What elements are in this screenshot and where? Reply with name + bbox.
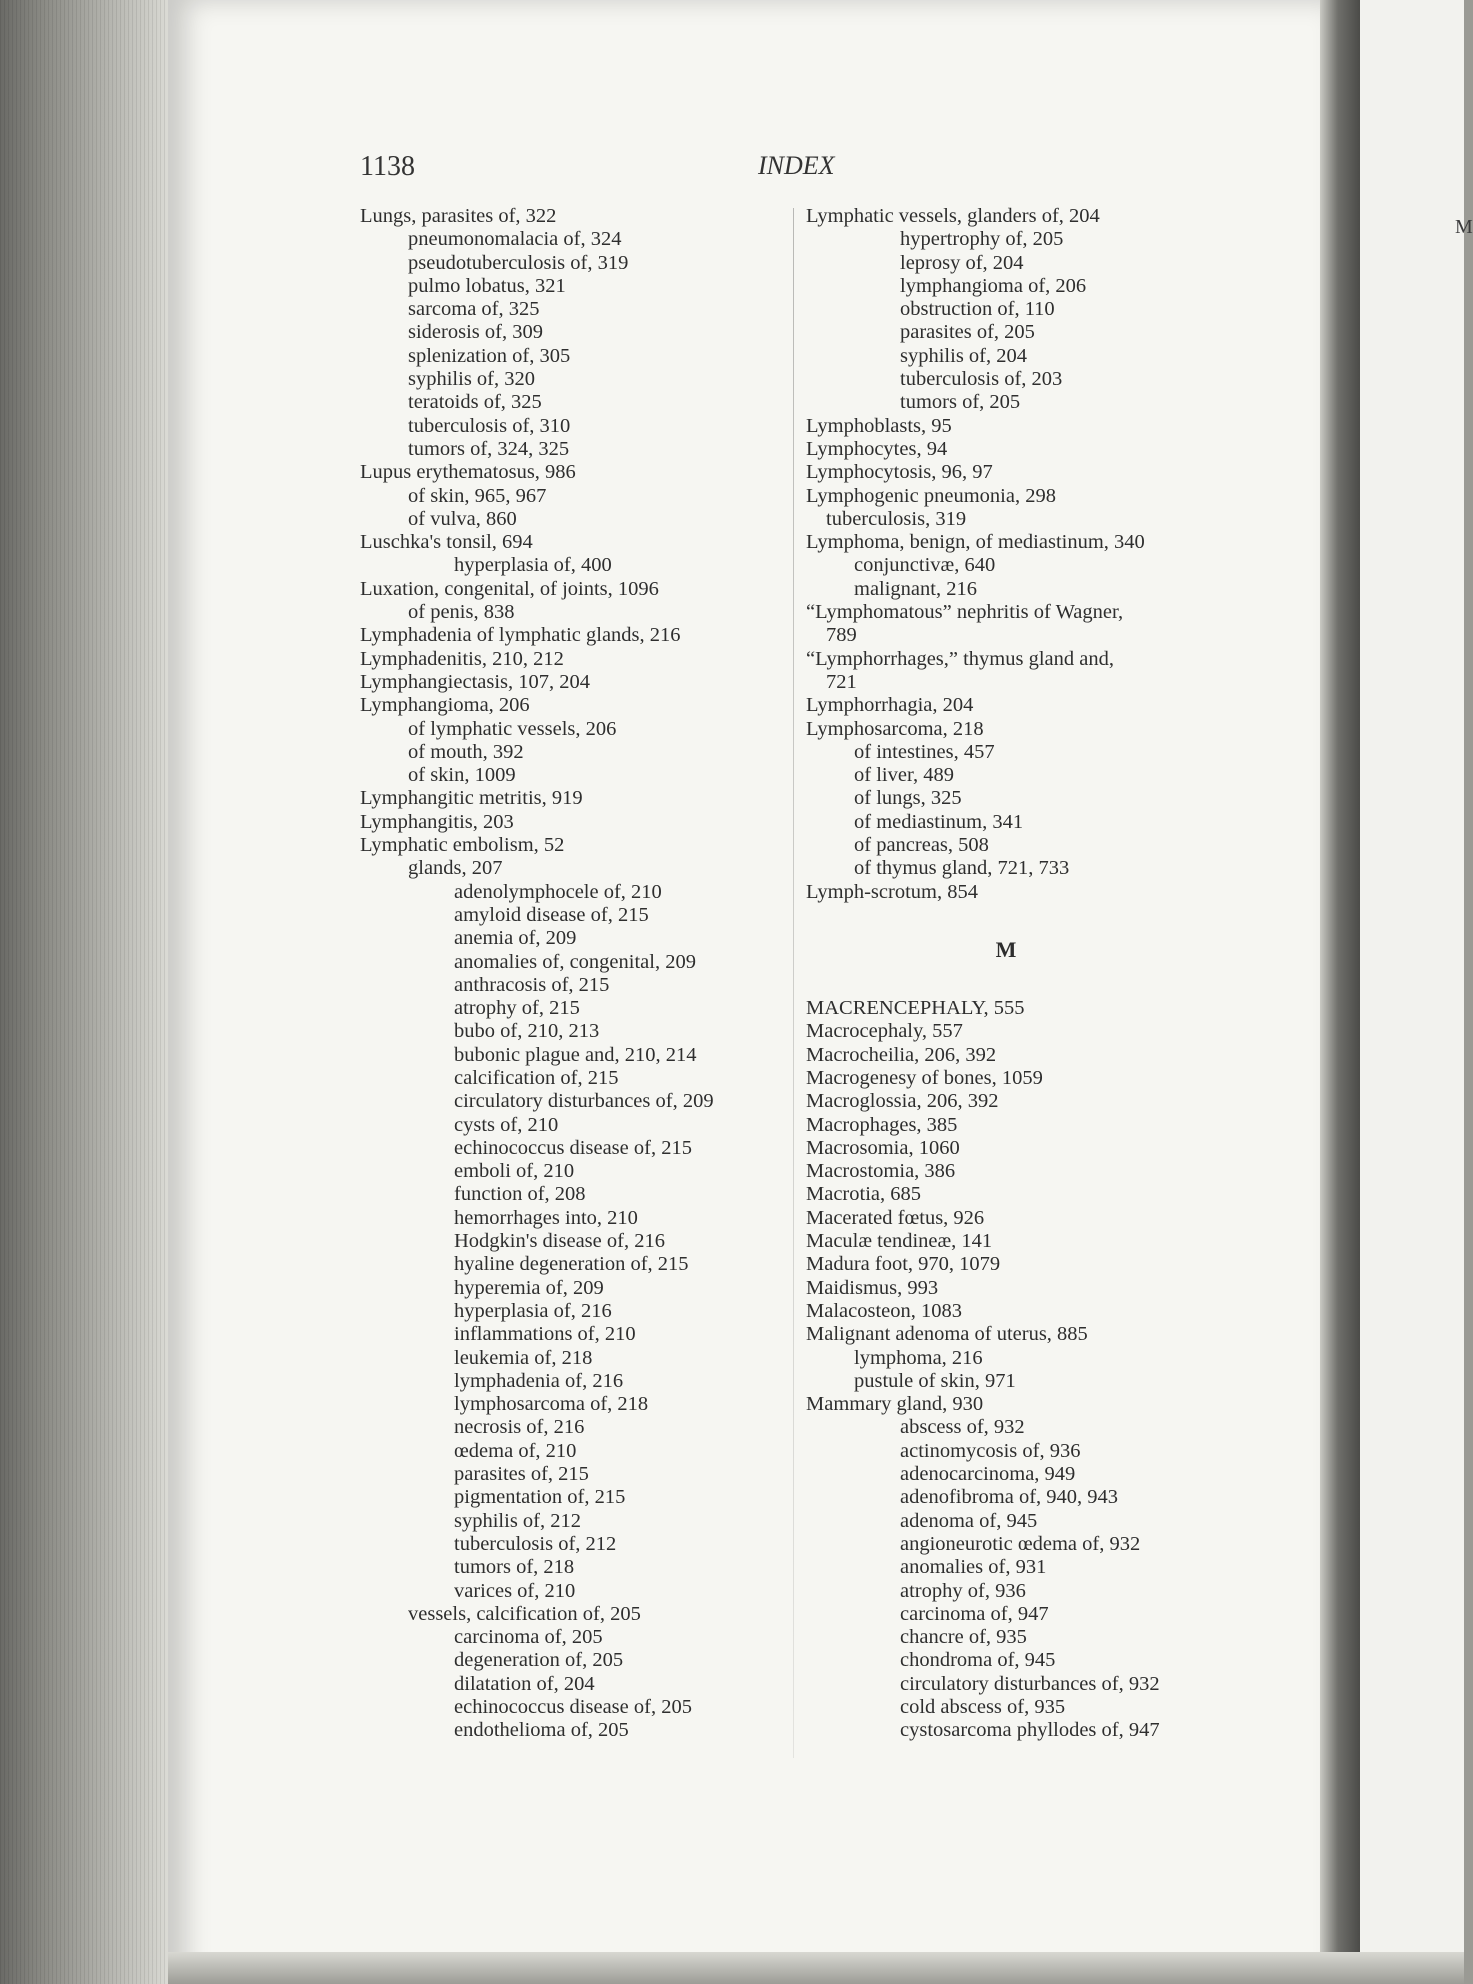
index-subentry: tumors of, 324, 325 — [408, 437, 570, 460]
index-subentry: pigmentation of, 215 — [454, 1486, 626, 1509]
index-subentry: varices of, 210 — [454, 1579, 576, 1602]
index-entry: Madura foot, 970, 1079 — [806, 1253, 1001, 1276]
index-entry: Lymphocytosis, 96, 97 — [806, 461, 993, 484]
index-subentry: 721 — [826, 670, 857, 693]
index-subentry: malignant, 216 — [854, 577, 977, 600]
index-subentry: tuberculosis, 319 — [826, 507, 967, 530]
index-subentry: of vulva, 860 — [408, 507, 517, 530]
index-subentry: echinococcus disease of, 205 — [454, 1696, 692, 1718]
index-subentry: of intestines, 457 — [854, 740, 995, 763]
index-subentry: adenocarcinoma, 949 — [900, 1463, 1076, 1486]
index-entry: Mammary gland, 930 — [806, 1393, 984, 1416]
index-subentry: parasites of, 215 — [454, 1463, 589, 1486]
index-entry: Macerated fœtus, 926 — [806, 1206, 985, 1229]
index-entry: Lymphosarcoma, 218 — [806, 717, 984, 740]
section-spacer — [806, 974, 1246, 997]
index-subentry: hyperemia of, 209 — [454, 1276, 604, 1299]
index-entry: Lymphogenic pneumonia, 298 — [806, 484, 1056, 507]
index-subentry: splenization of, 305 — [408, 344, 571, 367]
index-entry: Lymphangiectasis, 107, 204 — [360, 670, 591, 693]
book-gutter — [1320, 0, 1360, 1984]
index-entry: Macrotia, 685 — [806, 1183, 921, 1206]
index-entry: Macrophages, 385 — [806, 1113, 958, 1136]
index-subentry: lymphadenia of, 216 — [454, 1369, 624, 1392]
index-entry: Macrocephaly, 557 — [806, 1020, 963, 1043]
index-subentry: syphilis of, 212 — [454, 1509, 581, 1532]
index-entry: Macrocheilia, 206, 392 — [806, 1043, 997, 1066]
index-subentry: amyloid disease of, 215 — [454, 903, 649, 926]
index-entry: MACRENCEPHALY, 555 — [806, 997, 1025, 1020]
index-subentry: glands, 207 — [408, 857, 503, 880]
index-subentry: of skin, 965, 967 — [408, 484, 547, 507]
index-subentry: lymphosarcoma of, 218 — [454, 1393, 649, 1416]
index-subentry: adenofibroma of, 940, 943 — [900, 1486, 1119, 1509]
index-subentry: tuberculosis of, 203 — [900, 368, 1063, 391]
index-subentry: of lymphatic vessels, 206 — [408, 717, 617, 740]
index-subentry: lymphoma, 216 — [854, 1346, 983, 1369]
index-subentry: dilatation of, 204 — [454, 1672, 595, 1695]
index-subentry: abscess of, 932 — [900, 1416, 1025, 1439]
index-subentry: atrophy of, 936 — [900, 1579, 1026, 1602]
index-subentry: degeneration of, 205 — [454, 1649, 624, 1672]
index-subentry: of skin, 1009 — [408, 764, 516, 787]
index-entry: Lungs, parasites of, 322 — [360, 205, 557, 227]
index-subentry: function of, 208 — [454, 1183, 586, 1206]
column-divider — [793, 208, 794, 1758]
index-subentry: pulmo lobatus, 321 — [408, 274, 566, 297]
index-subentry: angioneurotic œdema of, 932 — [900, 1532, 1141, 1555]
facing-page — [1360, 0, 1464, 1984]
index-subentry: anthracosis of, 215 — [454, 973, 610, 996]
index-subentry: vessels, calcification of, 205 — [408, 1602, 641, 1625]
index-entry: Macrogenesy of bones, 1059 — [806, 1066, 1043, 1089]
index-column-right — [806, 205, 1246, 1743]
index-subentry: teratoids of, 325 — [408, 391, 542, 414]
index-subentry: adenolymphocele of, 210 — [454, 880, 662, 903]
index-subentry: cystosarcoma phyllodes of, 947 — [900, 1719, 1160, 1742]
index-subentry: hyaline degeneration of, 215 — [454, 1253, 689, 1276]
index-entry: Lymphoblasts, 95 — [806, 414, 952, 437]
index-subentry: cold abscess of, 935 — [900, 1696, 1066, 1718]
index-entry: Lymphangitis, 203 — [360, 810, 514, 833]
index-entry: Lymphangioma, 206 — [360, 694, 530, 717]
index-subentry: echinococcus disease of, 215 — [454, 1136, 692, 1159]
index-entry: Lymphorrhagia, 204 — [806, 694, 974, 717]
index-subentry: bubo of, 210, 213 — [454, 1020, 600, 1043]
index-subentry: of thymus gland, 721, 733 — [854, 857, 1070, 880]
index-subentry: atrophy of, 215 — [454, 997, 580, 1020]
index-subentry: lymphangioma of, 206 — [900, 274, 1087, 297]
page-number: 1138 — [360, 151, 415, 182]
index-entry: Lymphatic embolism, 52 — [360, 834, 565, 857]
index-entry: Maculæ tendineæ, 141 — [806, 1230, 993, 1253]
index-subentry: pseudotuberculosis of, 319 — [408, 251, 629, 274]
index-subentry: syphilis of, 204 — [900, 344, 1027, 367]
index-entry: Malacosteon, 1083 — [806, 1299, 962, 1322]
index-subentry: necrosis of, 216 — [454, 1416, 585, 1439]
index-entry: Lymphangitic metritis, 919 — [360, 787, 583, 810]
index-subentry: chancre of, 935 — [900, 1626, 1027, 1649]
index-entry: Lymphatic vessels, glanders of, 204 — [806, 205, 1100, 227]
index-subentry: bubonic plague and, 210, 214 — [454, 1043, 697, 1066]
index-entry: “Lymphomatous” nephritis of Wagner, — [806, 601, 1124, 624]
index-entry: “Lymphorrhages,” thymus gland and, — [806, 647, 1115, 670]
index-subentry: leukemia of, 218 — [454, 1346, 593, 1369]
index-subentry: hemorrhages into, 210 — [454, 1206, 638, 1229]
index-subentry: emboli of, 210 — [454, 1160, 575, 1183]
index-subentry: endothelioma of, 205 — [454, 1719, 629, 1742]
index-subentry: sarcoma of, 325 — [408, 298, 540, 321]
index-entry: Lymphocytes, 94 — [806, 437, 948, 460]
index-subentry: pneumonomalacia of, 324 — [408, 228, 622, 251]
index-entry: Luschka's tonsil, 694 — [360, 531, 533, 554]
index-entry: Lymph-scrotum, 854 — [806, 880, 978, 903]
index-subentry: hyperplasia of, 216 — [454, 1299, 612, 1322]
index-subentry: syphilis of, 320 — [408, 368, 535, 391]
index-subentry: anomalies of, 931 — [900, 1556, 1047, 1579]
index-subentry: anomalies of, congenital, 209 — [454, 950, 696, 973]
index-subentry: of mediastinum, 341 — [854, 810, 1024, 833]
index-subentry: hyperplasia of, 400 — [454, 554, 612, 577]
index-subentry: actinomycosis of, 936 — [900, 1439, 1081, 1462]
index-entry: Lymphoma, benign, of mediastinum, 340 — [806, 531, 1145, 554]
index-subentry: siderosis of, 309 — [408, 321, 543, 344]
index-subentry: cysts of, 210 — [454, 1113, 559, 1136]
index-subentry: inflammations of, 210 — [454, 1323, 636, 1346]
index-entry: Macrosomia, 1060 — [806, 1136, 960, 1159]
index-subentry: of pancreas, 508 — [854, 834, 989, 857]
book-bottom-edge — [168, 1952, 1464, 1984]
facing-page-letter: M — [1455, 216, 1473, 238]
running-head: INDEX — [758, 151, 835, 180]
index-entry: Lymphadenitis, 210, 212 — [360, 647, 564, 670]
index-subentry: Hodgkin's disease of, 216 — [454, 1230, 665, 1253]
index-subentry: tumors of, 218 — [454, 1556, 575, 1579]
index-entry: Macroglossia, 206, 392 — [806, 1090, 999, 1113]
index-subentry: tuberculosis of, 212 — [454, 1532, 617, 1555]
index-subentry: hypertrophy of, 205 — [900, 228, 1064, 251]
index-subentry: of lungs, 325 — [854, 787, 962, 810]
index-entry: Maidismus, 993 — [806, 1276, 939, 1299]
index-subentry: leprosy of, 204 — [900, 251, 1024, 274]
index-subentry: circulatory disturbances of, 932 — [900, 1672, 1160, 1695]
index-entry: Lymphadenia of lymphatic glands, 216 — [360, 624, 681, 647]
index-subentry: chondroma of, 945 — [900, 1649, 1056, 1672]
index-subentry: adenoma of, 945 — [900, 1509, 1038, 1532]
index-entry: Malignant adenoma of uterus, 885 — [806, 1323, 1088, 1346]
index-subentry: tumors of, 205 — [900, 391, 1021, 414]
index-subentry: conjunctivæ, 640 — [854, 554, 996, 577]
section-spacer — [806, 904, 1246, 927]
index-subentry: pustule of skin, 971 — [854, 1369, 1016, 1392]
page-edges — [0, 0, 180, 1984]
index-subentry: carcinoma of, 205 — [454, 1626, 603, 1649]
index-subentry: anemia of, 209 — [454, 927, 577, 950]
index-entry: Macrostomia, 386 — [806, 1160, 956, 1183]
index-subentry: œdema of, 210 — [454, 1439, 577, 1462]
index-subentry: of mouth, 392 — [408, 740, 524, 763]
index-subentry: of penis, 838 — [408, 601, 515, 624]
index-subentry: parasites of, 205 — [900, 321, 1035, 344]
index-subentry: of liver, 489 — [854, 764, 954, 787]
section-letter-heading: M — [995, 937, 1017, 963]
index-column-left — [360, 205, 780, 1743]
index-subentry: calcification of, 215 — [454, 1066, 619, 1089]
index-subentry: circulatory disturbances of, 209 — [454, 1090, 714, 1113]
index-entry: Lupus erythematosus, 986 — [360, 461, 576, 484]
index-subentry: tuberculosis of, 310 — [408, 414, 571, 437]
index-subentry: 789 — [826, 624, 857, 647]
index-entry: Luxation, congenital, of joints, 1096 — [360, 577, 659, 600]
index-subentry: obstruction of, 110 — [900, 298, 1055, 321]
index-subentry: carcinoma of, 947 — [900, 1602, 1049, 1625]
